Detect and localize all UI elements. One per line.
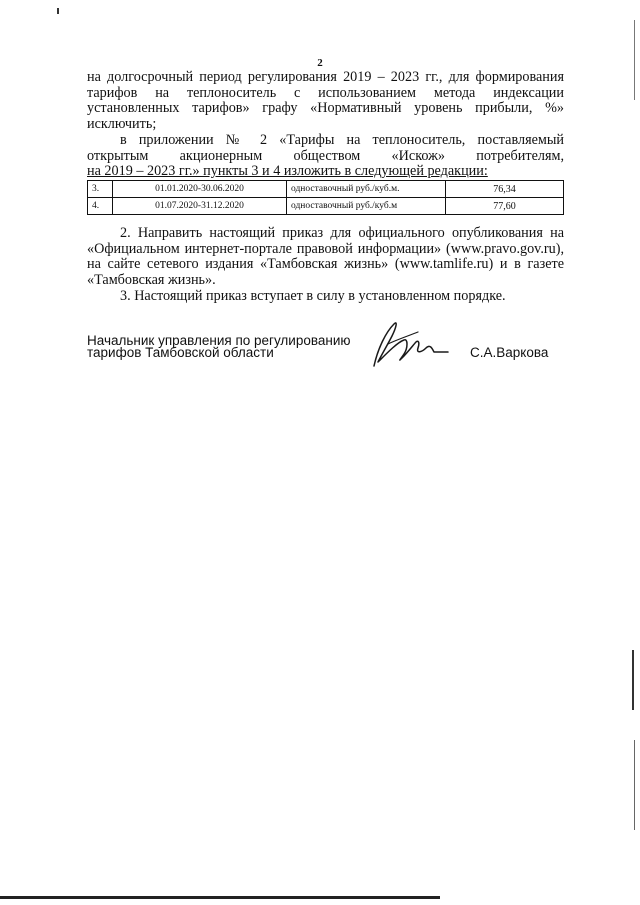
text-line: в приложении № 2 «Тарифы на теплоноситель, поставляемый [120, 132, 564, 148]
paragraph-effective [87, 289, 564, 305]
tariff-value-cell: 76,34 [446, 181, 564, 198]
paragraph-amendment-1 [87, 70, 564, 132]
text-line: на долгосрочный период регулирования 2019 – 2023 гг., для формирования [87, 69, 564, 85]
period-cell: 01.01.2020-30.06.2020 [113, 181, 287, 198]
scan-artifact [0, 896, 440, 899]
signer-position-line: тарифов Тамбовской области [87, 345, 274, 360]
unit-cell: одноставочный руб./куб.м. [287, 181, 446, 198]
page-number: 2 [317, 57, 323, 69]
scan-artifact [632, 650, 634, 710]
text-line: 3. Настоящий приказ вступает в силу в установленном порядке. [120, 288, 506, 304]
handwritten-signature [368, 318, 453, 373]
row-number-cell: 3. [88, 181, 113, 198]
table-row [88, 181, 564, 198]
text-line: на 2019 – 2023 гг.» пункты 3 и 4 изложить в следующей редакции: [87, 163, 488, 179]
signer-position [87, 335, 351, 359]
text-line: «Официальном интернет-портале правовой информации» (www.pravo.gov.ru), [87, 240, 564, 257]
paragraph-amendment-2 [87, 133, 564, 180]
signer-name: С.А.Варкова [470, 345, 549, 360]
scan-artifact [634, 20, 635, 100]
unit-cell: одноставочный руб./куб.м [287, 198, 446, 215]
period-cell: 01.07.2020-31.12.2020 [113, 198, 287, 215]
scan-artifact [634, 740, 635, 830]
text-line: на сайте сетевого издания «Тамбовская жизнь» (www.tamlife.ru) и в газете [87, 256, 564, 272]
scan-artifact [57, 8, 59, 14]
tariff-value-cell: 77,60 [446, 198, 564, 215]
text-line: 2. Направить настоящий приказ для официального опубликования на [120, 225, 564, 241]
text-line: открытым акционерным обществом «Искож» потребителям, [87, 147, 564, 164]
table-row [88, 198, 564, 215]
text-line: установленных тарифов» графу «Нормативный уровень прибыли, %» [87, 100, 564, 116]
paragraph-publication [87, 226, 564, 288]
signer-position-line: Начальник управления по регулированию [87, 333, 351, 348]
text-line: тарифов на теплоноситель с использованием метода индексации [87, 84, 564, 101]
tariff-table [87, 180, 564, 215]
text-line: «Тамбовская жизнь». [87, 271, 216, 288]
text-line: исключить; [87, 115, 157, 132]
row-number-cell: 4. [88, 198, 113, 215]
